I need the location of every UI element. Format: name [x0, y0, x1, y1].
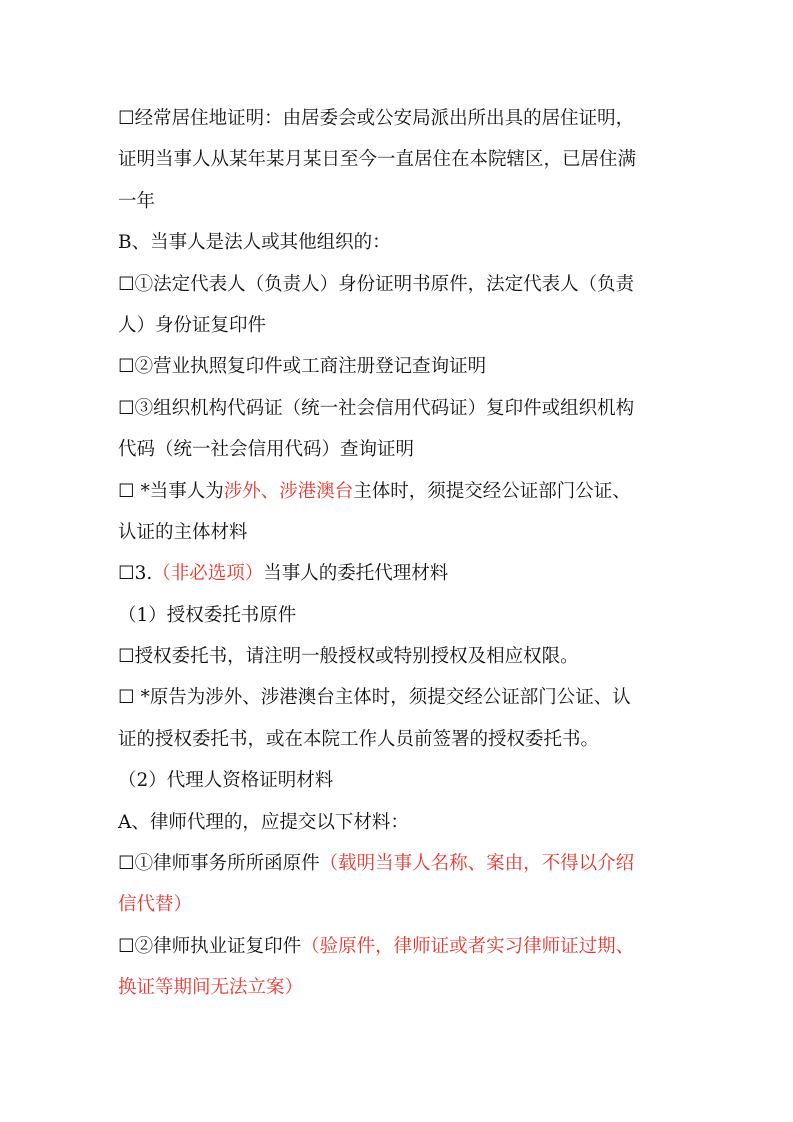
checklist-item [118, 843, 678, 884]
section-heading [118, 553, 678, 594]
highlight-text: 换证等期间无法立案） [118, 977, 304, 999]
checklist-item [118, 471, 678, 512]
section-heading [118, 802, 678, 843]
text-segment: ☐经常居住地证明：由居委会或公安局派出所出具的居住证明， [118, 108, 635, 129]
highlight-text: （载明当事人名称、案由，不得以介绍 [319, 853, 635, 875]
checklist-item [118, 926, 678, 967]
text-segment: 主体时，须提交经公证部门公证、 [353, 480, 631, 502]
text-line [118, 305, 678, 346]
text-segment: 人）身份证复印件 [118, 314, 267, 336]
section-heading [118, 222, 678, 263]
text-segment: ☐①法定代表人（负责人）身份证明书原件，法定代表人（负责 [118, 273, 635, 295]
text-segment: 一年 [118, 190, 156, 212]
text-line [118, 967, 678, 1008]
highlight-text: （非必选项） [152, 563, 264, 585]
text-segment: ☐②律师执业证复印件 [118, 935, 302, 957]
text-line [118, 139, 678, 180]
checklist-item [118, 264, 678, 305]
checklist-item [118, 636, 678, 677]
text-segment: B、当事人是法人或其他组织的： [118, 232, 391, 254]
text-segment: （2）代理人资格证明材料 [118, 770, 334, 792]
checklist-item [118, 388, 678, 429]
highlight-text: （验原件，律师证或者实习律师证过期、 [301, 935, 635, 957]
subsection-heading [118, 760, 678, 801]
text-segment: 证的授权委托书，或在本院工作人员前签署的授权委托书。 [118, 728, 600, 750]
checklist-item [118, 677, 678, 718]
highlight-text: 涉外、涉港澳台 [223, 480, 354, 502]
checklist-item [118, 346, 678, 387]
text-segment: ☐授权委托书，请注明一般授权或特别授权及相应权限。 [118, 646, 579, 668]
text-line [118, 884, 678, 925]
text-line [118, 98, 678, 139]
subsection-heading [118, 595, 678, 636]
text-segment: ☐ *当事人为 [118, 480, 224, 502]
text-line [118, 429, 678, 470]
document-body [118, 98, 678, 1009]
text-segment: （1）授权委托书原件 [118, 604, 297, 626]
text-segment: 证明当事人从某年某月某日至今一直居住在本院辖区，已居住满 [118, 149, 637, 171]
text-segment: ☐③组织机构代码证（统一社会信用代码证）复印件或组织机构 [118, 397, 635, 419]
text-segment: ☐3. [118, 563, 153, 585]
text-segment: ☐②营业执照复印件或工商注册登记查询证明 [118, 356, 487, 378]
text-segment: 认证的主体材料 [118, 521, 248, 543]
text-segment: A、律师代理的，应提交以下材料： [118, 811, 409, 833]
text-segment: ☐ *原告为涉外、涉港澳台主体时，须提交经公证部门公证、认 [118, 687, 631, 709]
text-segment: 当事人的委托代理材料 [263, 563, 449, 585]
text-segment: ☐①律师事务所所函原件 [118, 853, 320, 875]
text-line [118, 719, 678, 760]
text-line [118, 512, 678, 553]
text-segment: 代码（统一社会信用代码）查询证明 [118, 439, 415, 461]
highlight-text: 信代替） [118, 894, 193, 916]
text-line [118, 181, 678, 222]
